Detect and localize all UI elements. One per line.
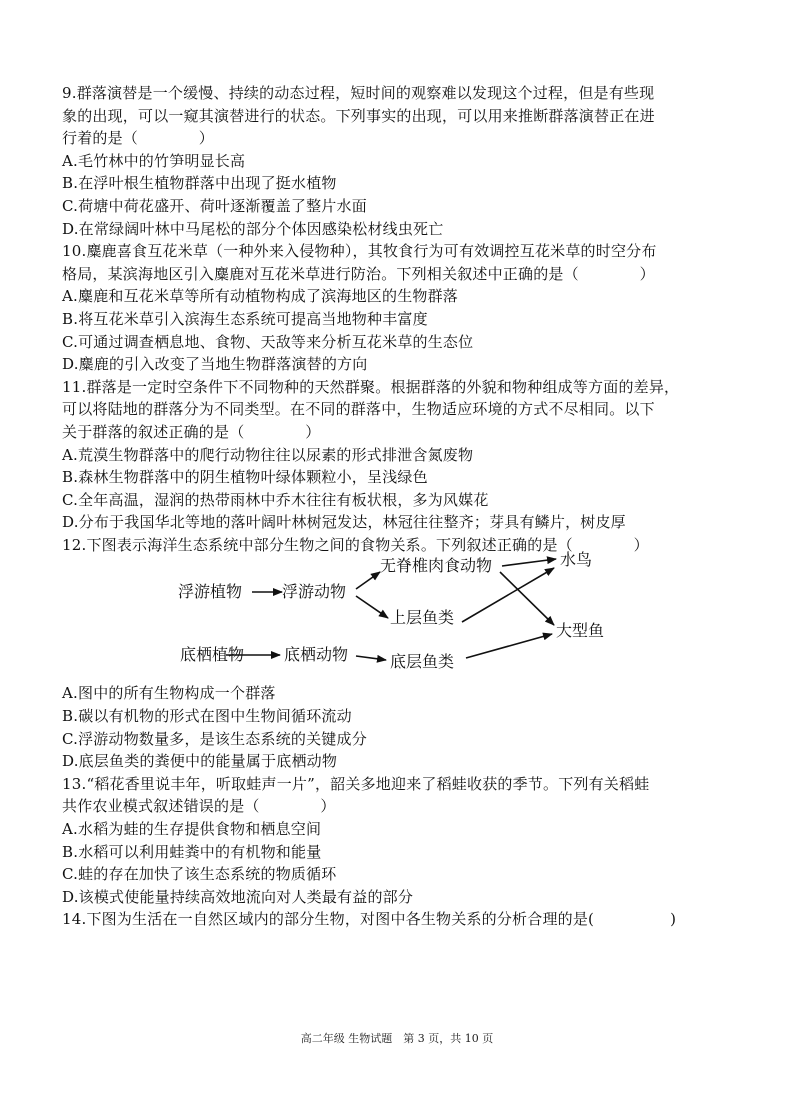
option-c: C.蛙的存在加快了该生态系统的物质循环 <box>62 865 337 884</box>
question-stem-line: 可以将陆地的群落分为不同类型。在不同的群落中，生物适应环境的方式不尽相同。以下 <box>62 400 655 419</box>
node-benthic-animal: 底栖动物 <box>284 645 349 665</box>
question-14 <box>62 908 742 931</box>
option-d: D.该模式使能量持续高效地流向对人类最有益的部分 <box>62 887 414 906</box>
arrow-invertebrate-waterbird <box>502 559 556 566</box>
option-d: D.底层鱼类的粪便中的能量属于底栖动物 <box>62 752 338 771</box>
option-c: C.浮游动物数量多，是该生态系统的关键成分 <box>62 729 367 748</box>
question-11 <box>62 376 742 534</box>
option-c: C.可通过调查栖息地、食物、天敌等来分析互花米草的生态位 <box>62 332 474 351</box>
option-c: C.全年高温，湿润的热带雨林中乔木往往有板状根，多为风媒花 <box>62 490 489 509</box>
option-b: B.水稻可以利用蛙粪中的有机物和能量 <box>62 842 322 861</box>
arrow-invertebrate-largefish <box>500 572 554 625</box>
arrow-zooplankton-invertebrate <box>356 572 380 589</box>
node-invertebrate-carnivore: 无脊椎肉食动物 <box>380 556 493 576</box>
question-13 <box>62 773 742 909</box>
question-stem-line: 格局，某滨海地区引入麋鹿对互花米草进行防治。下列相关叙述中正确的是（ ） <box>62 264 655 283</box>
node-benthic-plant: 底栖植物 <box>180 645 245 665</box>
node-zooplankton: 浮游动物 <box>282 582 347 602</box>
arrow-zooplankton-upperfish <box>356 596 388 618</box>
node-bottom-fish: 底层鱼类 <box>390 652 455 672</box>
arrow-benthicanimal-bottomfish <box>356 656 386 660</box>
food-web-diagram <box>62 550 742 682</box>
option-b: B.将互花米草引入滨海生态系统可提高当地物种丰富度 <box>62 309 428 328</box>
question-stem-line: 象的出现，可以一窥其演替进行的状态。下列事实的出现，可以用来推断群落演替正在进 <box>62 106 655 125</box>
option-d: D.麋鹿的引入改变了当地生物群落演替的方向 <box>62 355 368 374</box>
page-footer: 高二年级 生物试题 第 3 页，共 10 页 <box>300 1032 494 1045</box>
option-b: B.森林生物群落中的阴生植物叶绿体颗粒小，呈浅绿色 <box>62 468 428 487</box>
option-b: B.碳以有机物的形式在图中生物间循环流动 <box>62 707 352 726</box>
question-stem-line: 共作农业模式叙述错误的是（ ） <box>62 797 336 816</box>
question-stem-line: 行着的是（ ） <box>62 129 215 148</box>
option-b: B.在浮叶根生植物群落中出现了挺水植物 <box>62 174 337 193</box>
question-stem-line: 14.下图为生活在一自然区域内的部分生物，对图中各生物关系的分析合理的是( ) <box>62 910 677 929</box>
question-stem-line: 9.群落演替是一个缓慢、持续的动态过程，短时间的观察难以发现这个过程，但是有些现 <box>62 84 655 102</box>
option-a: A.毛竹林中的竹笋明显长高 <box>62 151 246 170</box>
question-10 <box>62 240 742 376</box>
node-large-fish: 大型鱼 <box>556 621 605 641</box>
option-c: C.荷塘中荷花盛开、荷叶逐渐覆盖了整片水面 <box>62 196 367 215</box>
question-stem-line: 关于群落的叙述正确的是（ ） <box>62 422 321 441</box>
option-d: D.分布于我国华北等地的落叶阔叶林树冠发达，林冠往往整齐；芽具有鳞片，树皮厚 <box>62 513 626 532</box>
exam-page-content <box>62 82 742 931</box>
arrow-bottomfish-largefish <box>466 634 552 658</box>
question-stem-line: 12.下图表示海洋生态系统中部分生物之间的食物关系。下列叙述正确的是（ ） <box>62 535 649 554</box>
question-stem-line: 10.麋鹿喜食互花米草（一种外来入侵物种），其牧食行为可有效调控互花米草的时空分布 <box>62 242 657 261</box>
option-a: A.图中的所有生物构成一个群落 <box>62 684 276 703</box>
node-upper-fish: 上层鱼类 <box>390 608 455 628</box>
node-phytoplankton: 浮游植物 <box>178 582 243 602</box>
question-stem-line: 11.群落是一定时空条件下不同物种的天然群聚。根据群落的外貌和物种组成等方面的差异， <box>62 377 680 396</box>
option-a: A.荒漠生物群落中的爬行动物往往以尿素的形式排泄含氮废物 <box>62 445 474 464</box>
node-waterbird: 水鸟 <box>560 550 593 570</box>
arrow-upperfish-waterbird <box>462 568 554 622</box>
option-a: A.麋鹿和互花米草等所有动植物构成了滨海地区的生物群落 <box>62 287 459 306</box>
option-a: A.水稻为蛙的生存提供食物和栖息空间 <box>62 820 322 839</box>
question-12 <box>62 534 742 773</box>
question-stem-line: 13.“稻花香里说丰年，听取蛙声一片”，韶关多地迎来了稻蛙收获的季节。下列有关稻蛙 <box>62 774 650 793</box>
option-d: D.在常绿阔叶林中马尾松的部分个体因感染松材线虫死亡 <box>62 219 444 238</box>
question-9 <box>62 82 742 240</box>
